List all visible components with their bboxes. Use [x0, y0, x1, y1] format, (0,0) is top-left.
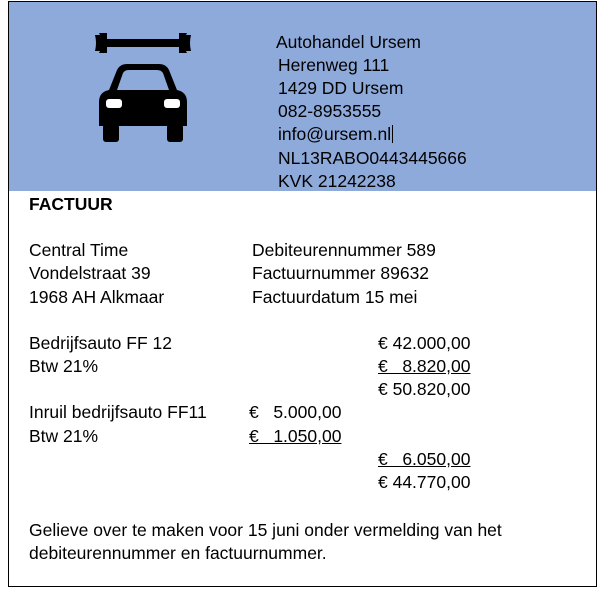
vat2-label: Btw 21%: [29, 426, 99, 446]
company-phone: 082-8953555: [278, 101, 382, 121]
company-email-line: [278, 124, 393, 144]
company-kvk: KVK 21242238: [278, 171, 396, 191]
tradein-amount: € 5.000,00: [249, 402, 342, 422]
tradein-label: Inruil bedrijfsauto FF11: [29, 402, 207, 422]
car-wrench-icon: [95, 30, 191, 142]
vat2-amount: € 1.050,00: [249, 426, 342, 446]
customer-postal-city: 1968 AH Alkmaar: [29, 287, 165, 307]
company-email: info@ursem.nl: [278, 124, 392, 144]
company-postal-city: 1429 DD Ursem: [278, 78, 404, 98]
grand-total-amount: € 44.770,00: [378, 472, 471, 492]
company-street: Herenweg 111: [278, 55, 390, 75]
text-cursor: [392, 125, 393, 143]
vat1-amount: € 8.820,00: [378, 356, 471, 376]
tradein-total-amount: € 6.050,00: [378, 449, 471, 469]
letterhead: [9, 2, 596, 191]
car-label: Bedrijfsauto FF 12: [29, 333, 172, 353]
company-iban: NL13RABO0443445666: [278, 148, 467, 168]
invoice-date: Factuurdatum 15 mei: [252, 287, 418, 307]
vat1-label: Btw 21%: [29, 356, 99, 376]
company-name: Autohandel Ursem: [276, 32, 421, 52]
subtotal-amount: € 50.820,00: [378, 379, 471, 399]
invoice-title: FACTUUR: [29, 194, 113, 214]
payment-instruction-line2: debiteurennummer en factuurnummer.: [29, 543, 327, 563]
invoice-document: [8, 1, 597, 587]
customer-street: Vondelstraat 39: [29, 263, 151, 283]
invoice-number: Factuurnummer 89632: [252, 263, 430, 283]
payment-instruction-line1: Gelieve over te maken voor 15 juni onder vermelding van het: [29, 520, 502, 540]
debtor-number: Debiteurennummer 589: [252, 240, 436, 260]
customer-name: Central Time: [29, 240, 129, 260]
car-amount: € 42.000,00: [378, 333, 471, 353]
